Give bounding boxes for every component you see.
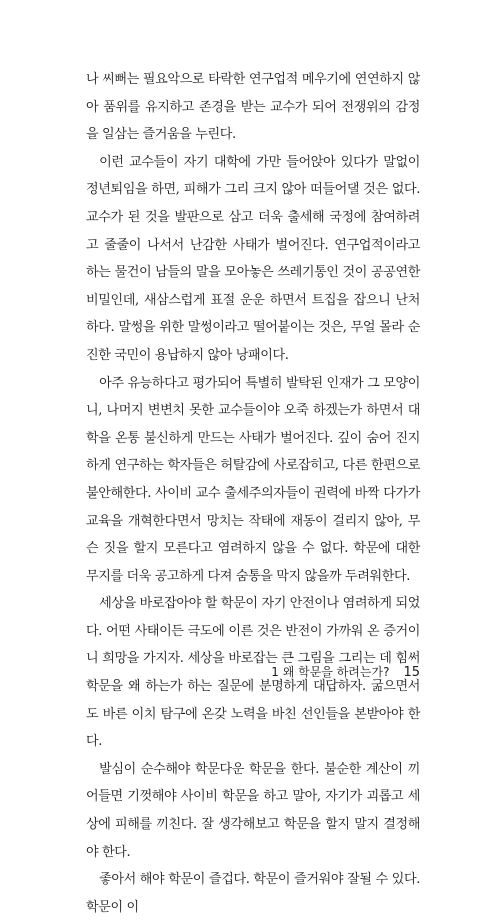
paragraph-5: 발심이 순수해야 학문다운 학문을 한다. 불순한 계산이 끼어들면 기껏해야 사이비 학문을 하고 말아, 자기가 괴롭고 세상에 피해를 끼친다. 잘 생각해보고 학문을 할지 말지 결정해야 한다. bbox=[86, 761, 420, 860]
body-text bbox=[86, 66, 420, 921]
paragraph-3: 아주 유능하다고 평가되어 특별히 발탁된 인재가 그 모양이니, 나머지 변변치 못한 교수들이야 오죽 하겠는가 하면서 대학을 온통 불신하게 만드는 사태가 벌어진다. 깊이 숨어 진지하게 연구하는 학자들은 허탈감에 사로잡히고, 다른 한편으로 불안해한다. 사이비 교수 출세주의자들이 권력에 바짝 다가가 교육을 개혁한다면서 망치는 작태에 재동이 걸리지 않아, 무슨 짓을 할지 모른다고 염려하지 않을 수 없다. 학문에 대한 무지를 더욱 공고하게 다져 숨통을 막지 않을까 두려워한다. bbox=[86, 375, 420, 584]
paragraph-4: 세상을 바로잡아야 할 학문이 자기 안전이나 염려하게 되었다. 어떤 사태이든 극도에 이른 것은 반전이 가까워 온 증거이니 희망을 가지자. 세상을 바로잡는 큰 그림을 그리는 데 힘써 학문을 왜 하는가 하는 질문에 분명하게 대답하자. 굶으면서도 바른 이치 탐구에 온갖 노력을 바친 선인들을 본받아야 한다. bbox=[86, 596, 420, 750]
paragraph-6: 좋아서 해야 학문이 즐겁다. 학문이 즐거워야 잘될 수 있다. 학문이 이 bbox=[86, 872, 420, 915]
running-chapter-title: 1 왜 학문을 하려는가? bbox=[271, 665, 390, 679]
paragraph-1: 나 씨뻐는 필요악으로 타락한 연구업적 메우기에 연연하지 않아 품위를 유지하고 존경을 받는 교수가 되어 전쟁위의 감정을 일삼는 즐거움을 누린다. bbox=[86, 72, 420, 143]
page-footer bbox=[86, 663, 420, 680]
paragraph-2: 이런 교수들이 자기 대학에 가만 들어앉아 있다가 말없이 정년퇴임을 하면, 피해가 그리 크지 않아 떠들어댈 것은 없다. 교수가 된 것을 발판으로 삼고 더욱 출세해 국정에 참여하려고 줄줄이 나서서 난감한 사태가 벌어진다. 연구업적이라고 하는 물건이 남들의 말을 모아놓은 쓰레기통인 것이 공공연한 비밀인데, 새삼스럽게 표절 운운 하면서 트집을 잡으니 난처하다. 말썽을 위한 말썽이라고 떨어붙이는 것은, 무얼 몰라 순진한 국민이 용납하지 않아 낭패이다. bbox=[86, 154, 420, 363]
page-number: 15 bbox=[403, 665, 420, 680]
